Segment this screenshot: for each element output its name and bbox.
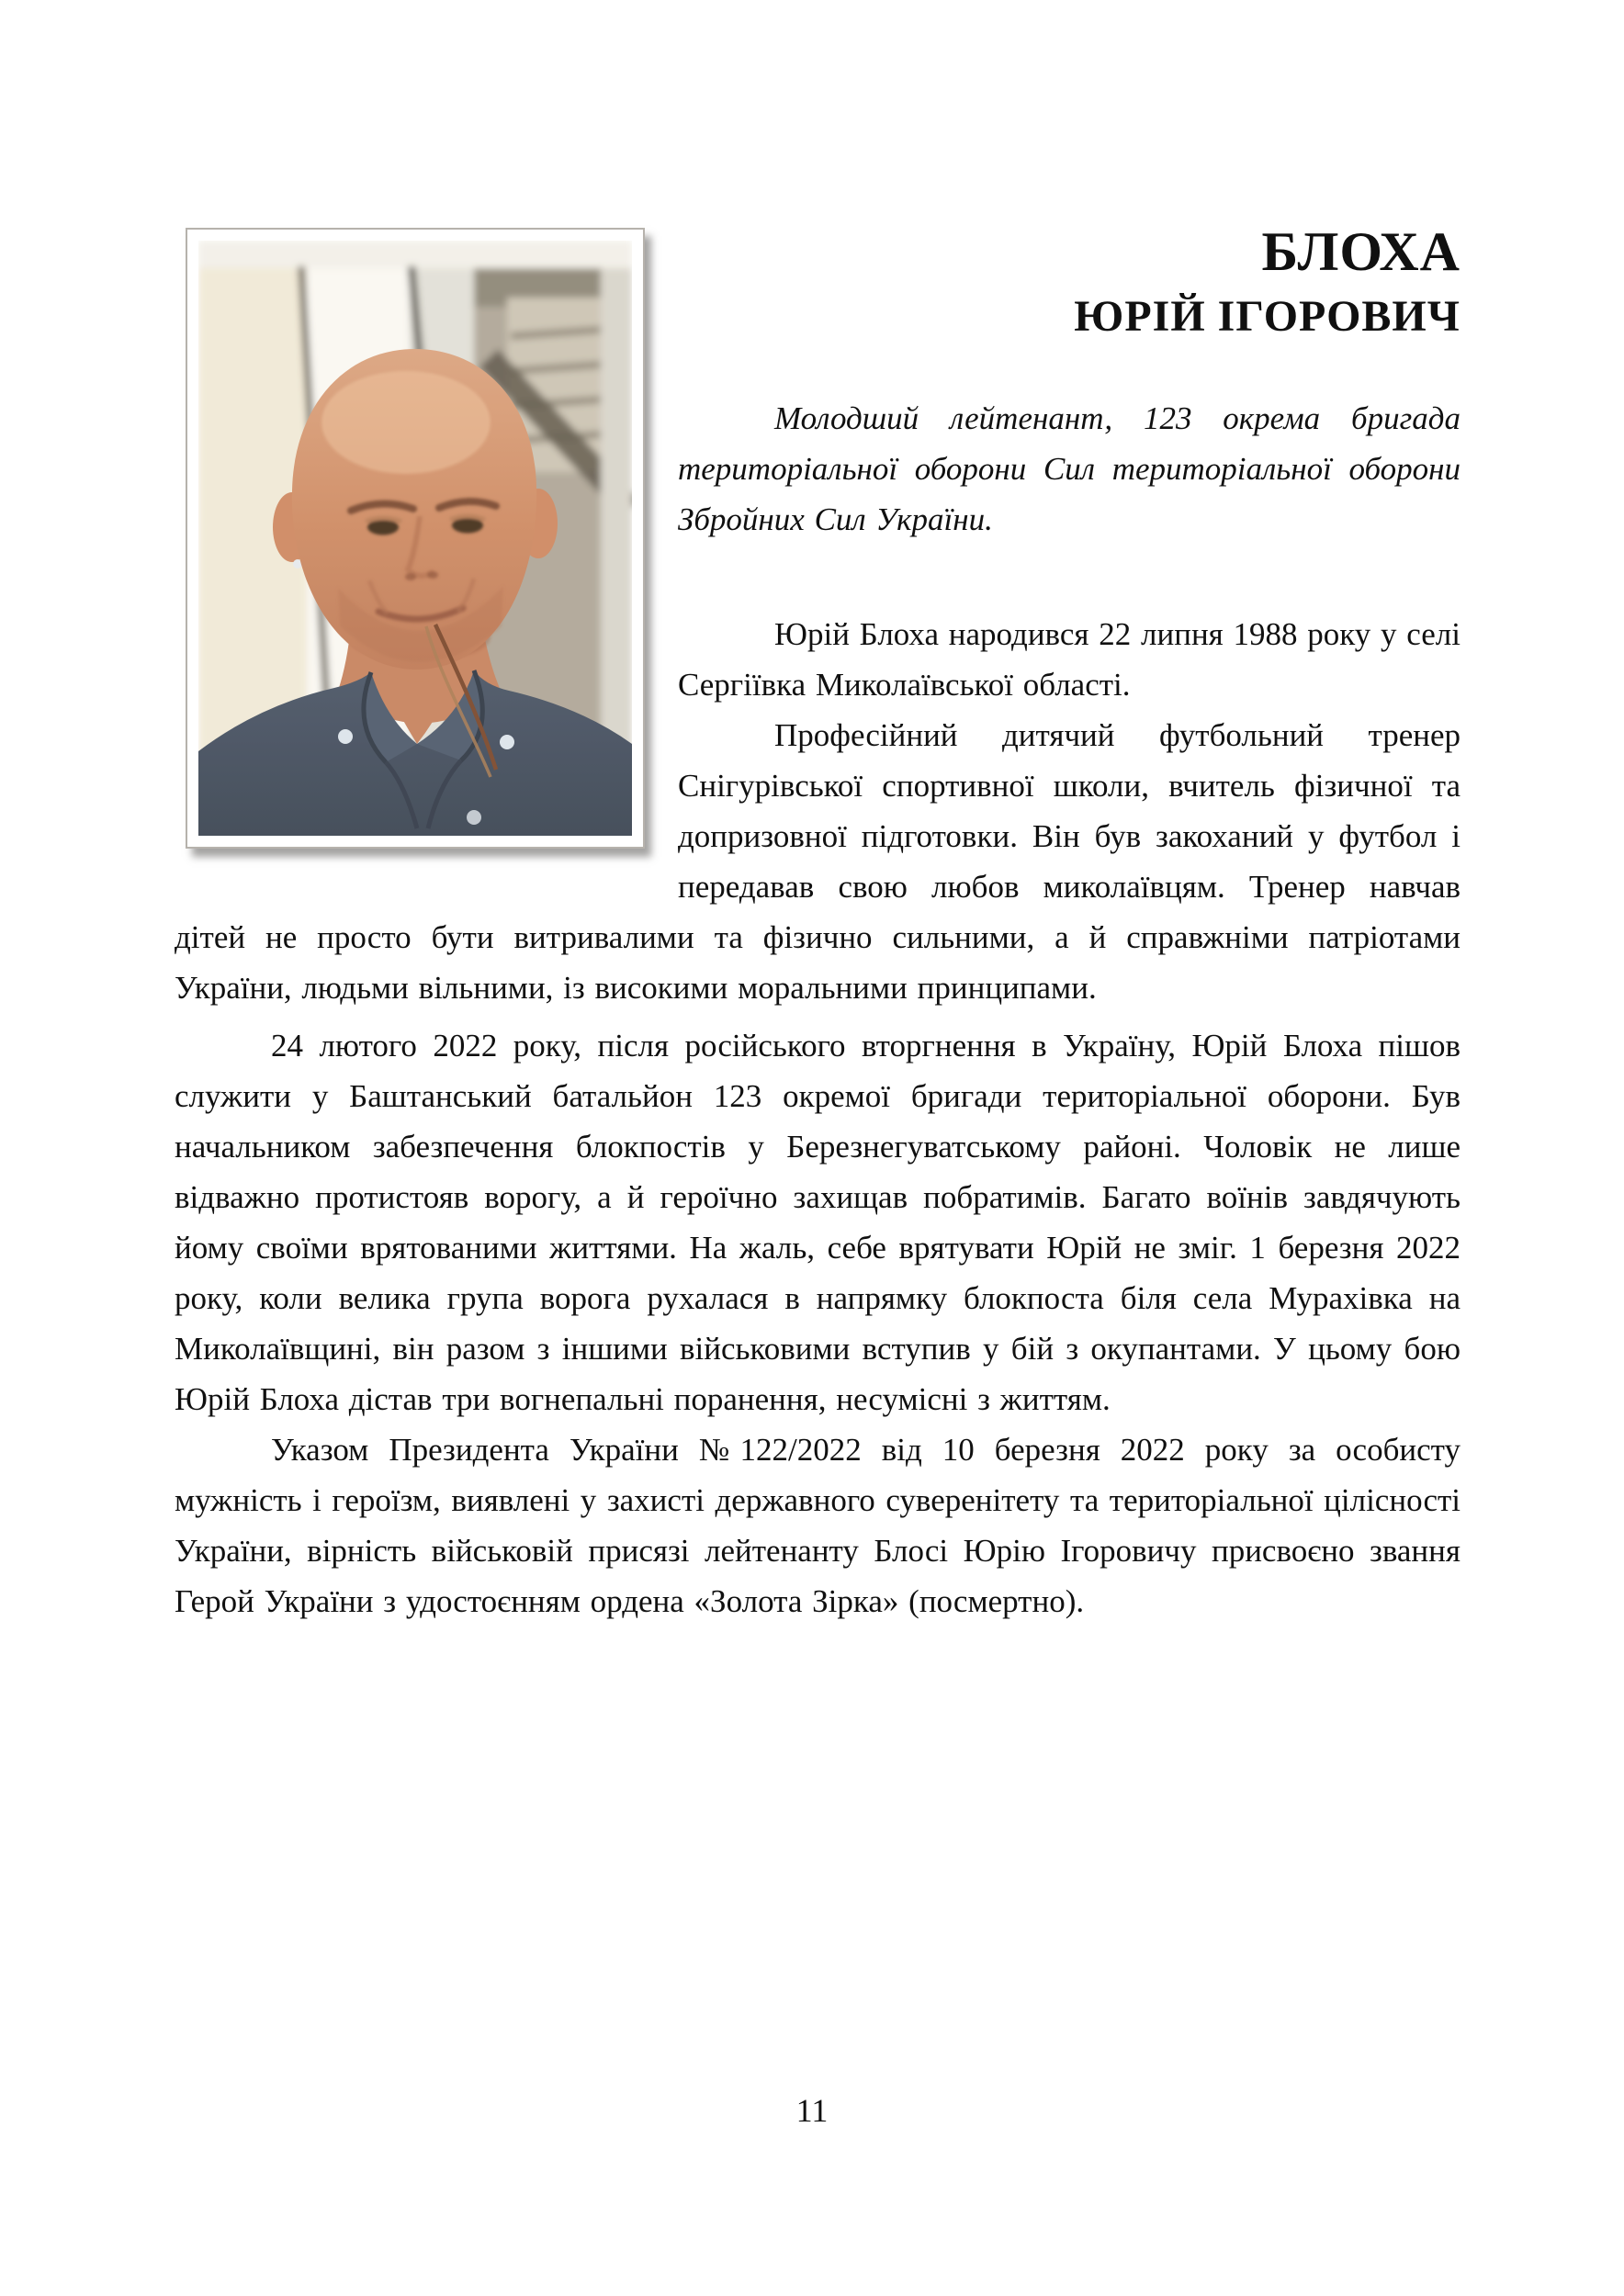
body-paragraph-service: 24 лютого 2022 року, після російського вторгнення в Україну, Юрій Блоха пішов служити у Баштанський батальйон 123 окремої бригади територіальної оборони. Був начальником забезпечення блокпостів у Березнегуватському районі. Чоловік не лише відважно протистояв ворогу, а й героїчно захищав побратимів. Багато воїнів завдячують йому своїми врятованими життями. На жаль, себе врятувати Юрій не зміг. 1 березня 2022 року, коли велика група ворога рухалася в напрямку блокпоста біля села Мурахівка на Миколаївщині, він разом з іншими військовими вступив у бій з окупантами. У цьому бою Юрій Блоха дістав три вогнепальні поранення, несумісні з життям.	[175, 1028, 1460, 1417]
page-title-name: ЮРІЙ ІГОРОВИЧ	[1074, 292, 1460, 341]
portrait-illustration	[198, 241, 632, 836]
lead-paragraph: Молодший лейтенант, 123 окрема бригада територіальної оборони Сил територіальної оборони Збройних Сил України.	[678, 400, 1460, 537]
page-content	[175, 0, 1460, 1626]
page-number: 11	[795, 2092, 829, 2129]
body-paragraph-coach: Професійний дитячий футбольний тренер Снігурівської спортивної школи, вчитель фізичної та допризовної підготовки. Він був закоханий у футбол і передавав свою любов миколаївцям. Тренер навчав дітей не просто бути витривалими та фізично сильними, а й справжніми патріотами України, людьми вільними, із високими моральними принципами.	[175, 717, 1460, 1006]
hero-portrait-photo	[186, 228, 645, 849]
body-paragraph-birth: Юрій Блоха народився 22 липня 1988 року у селі Сергіївка Миколаївської області.	[678, 616, 1460, 703]
body-paragraph-decree: Указом Президента України №122/2022 від 10 березня 2022 року за особисту мужність і героїзм, виявлені у захисті державного суверенітету та територіальної цілісності України, вірність військовій присязі лейтенанту Блосі Юрію Ігоровичу присвоєно звання Герой України з удостоєнням ордена «Золота Зірка» (посмертно).	[175, 1432, 1460, 1619]
page-title-surname: БЛОХА	[1261, 221, 1460, 282]
